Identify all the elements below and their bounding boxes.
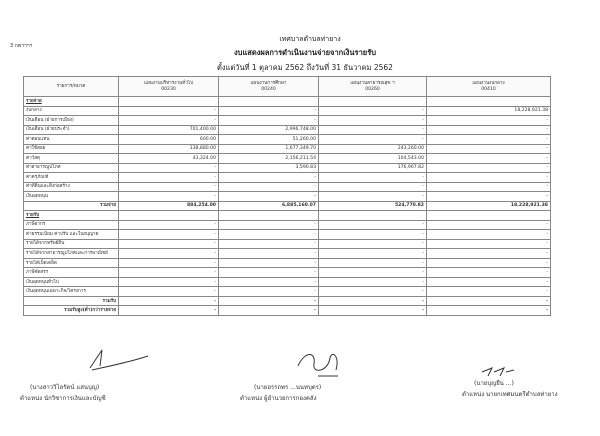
row-value: - [319,173,427,183]
row-label: รายได้เบ็ดเตล็ด [24,258,119,268]
row-label: ค่าธรรมเนียม ค่าปรับ และใบอนุญาต [24,230,119,240]
row-value: - [427,277,551,287]
table-row [24,277,551,287]
row-value: 176,967.82 [319,163,427,173]
corner-note: 3 กพฯฯฯฯ [10,43,33,49]
row-value: - [427,258,551,268]
row-value: 701,400.00 [119,125,219,135]
signature-block-1 [20,350,170,410]
row-value: - [427,116,551,126]
row-value [119,211,219,221]
row-value: - [427,182,551,192]
row-value: - [319,277,427,287]
row-value: - [319,125,427,135]
row-value: - [219,249,319,259]
row-label: ค่าที่ดินและสิ่งก่อสร้าง [24,182,119,192]
row-value: - [427,268,551,278]
row-value: - [119,296,219,306]
row-value: - [119,192,219,202]
row-value [427,211,551,221]
row-value: 2,996,748.00 [219,125,319,135]
signer-position-2: ตำแหน่ง ผู้อำนวยการกองคลัง [240,395,317,402]
table-row [24,106,551,116]
row-label: เงินอุดหนุน [24,192,119,202]
col-header-general: แผนงานบริหารงานทั่วไป 00230 [119,77,219,97]
table-row [24,173,551,183]
signer-name-2: (นายอรรถพร ...นนทบุตร) [254,384,322,391]
row-value: - [427,192,551,202]
row-label: รายจ่าย [24,97,119,107]
table-row [24,192,551,202]
row-value: 51,260.00 [219,135,319,145]
col-header-education: แผนงานการศึกษา 00240 [219,77,319,97]
row-value: - [427,239,551,249]
row-value: - [119,220,219,230]
row-label: รายได้จากทรัพย์สิน [24,239,119,249]
signer-name-1: (นางสาววิไลรัตน์ แสนบุญ) [30,384,100,391]
row-value: - [319,192,427,202]
row-label: ค่าวัสดุ [24,154,119,164]
row-label: รวมรับสูง(ต่ำ)กว่ารายจ่าย [24,306,119,316]
row-value [219,211,319,221]
table-row [24,258,551,268]
table-row [24,230,551,240]
row-value: - [427,296,551,306]
row-value: - [119,306,219,316]
row-value: - [119,268,219,278]
signer-position-1: ตำแหน่ง นักวิชาการเงินและบัญชี [20,395,106,402]
handwritten-signature-1 [70,346,150,376]
row-value: - [219,192,319,202]
row-value: - [427,144,551,154]
row-value: - [119,287,219,297]
row-value: - [319,287,427,297]
table-header-row [24,77,551,97]
row-value: - [427,287,551,297]
row-value: 104,543.00 [319,154,427,164]
row-label: ภาษีอากร [24,220,119,230]
row-label: ค่าสาธารณูปโภค [24,163,119,173]
row-value: - [427,220,551,230]
row-value [319,211,427,221]
table-row [24,239,551,249]
table-row [24,182,551,192]
total-row-expense [24,201,551,211]
row-value: - [219,296,319,306]
net-row [24,306,551,316]
table-row [24,135,551,145]
row-value: - [319,258,427,268]
row-value: - [219,287,319,297]
row-value: - [219,230,319,240]
table-row [24,249,551,259]
table-row [24,287,551,297]
row-value: - [119,277,219,287]
row-value: - [427,125,551,135]
row-value: - [119,258,219,268]
statement-title: งบแสดงผลการดำเนินงานจ่ายจากเงินรายรับ [234,48,376,57]
col-header-central: แผนงานงบกลาง 00410 [427,77,551,97]
row-value: - [219,239,319,249]
row-value: - [319,182,427,192]
row-value: 1,677,349.70 [219,144,319,154]
signer-name-3: (นายบุญยืน ...) [474,380,514,387]
row-label: รายได้จากสาธารณูปโภคและการพาณิชย์ [24,249,119,259]
row-value: 6,885,160.07 [219,201,319,211]
row-label: รวมจ่าย [24,201,119,211]
row-value: - [427,135,551,145]
row-value: - [319,249,427,259]
handwritten-signature-2 [288,346,348,380]
table-row [24,154,551,164]
row-value: - [219,306,319,316]
row-value: - [319,220,427,230]
statement-table [23,76,551,316]
row-label: เงินอุดหนุนเฉพาะกิจ/โครงการ [24,287,119,297]
row-label: ค่าตอบแทน [24,135,119,145]
row-label: ค่าใช้สอย [24,144,119,154]
row-value: - [219,268,319,278]
row-label: เงินอุดหนุนทั่วไป [24,277,119,287]
row-value: 600.00 [119,135,219,145]
row-value: - [427,306,551,316]
row-value: 3,590.83 [219,163,319,173]
row-value: - [319,306,427,316]
row-value: - [219,106,319,116]
row-value [219,97,319,107]
row-value: - [119,163,219,173]
row-value: - [219,258,319,268]
section-row-expense [24,97,551,107]
row-value: - [219,182,319,192]
row-value: - [319,230,427,240]
statement-period: ตั้งแต่วันที่ 1 ตุลาคม 2562 ถึงวันที่ 31 ธันวาคม 2562 [217,63,393,72]
row-value: 884,254.00 [119,201,219,211]
row-value: - [219,116,319,126]
row-value: - [319,116,427,126]
row-value [319,97,427,107]
col-header-item: รายการ/หมวด [24,77,119,97]
row-label: เงินเดือน (ฝ่ายประจำ) [24,125,119,135]
row-label: ภาษีจัดสรร [24,268,119,278]
row-value: 18,228,921.38 [427,201,551,211]
table-row [24,125,551,135]
row-label: รายรับ [24,211,119,221]
row-value: - [319,239,427,249]
row-value: - [319,296,427,306]
row-value: - [319,135,427,145]
row-value: 243,260.00 [319,144,427,154]
row-value: - [427,173,551,183]
row-value [427,97,551,107]
row-value: - [319,106,427,116]
org-name: เทศบาลตำบลท่ายาง [279,35,341,43]
row-value: - [219,173,319,183]
row-value [119,97,219,107]
row-value: - [219,220,319,230]
row-label: ค่าครุภัณฑ์ [24,173,119,183]
table-row [24,163,551,173]
row-value: - [427,230,551,240]
table-row [24,144,551,154]
row-label: งบกลาง [24,106,119,116]
row-value: - [427,249,551,259]
row-value: - [427,154,551,164]
row-value: - [119,249,219,259]
row-value: - [119,116,219,126]
row-value: - [219,277,319,287]
row-value: 524,770.82 [319,201,427,211]
row-value: 2,156,211.54 [219,154,319,164]
row-value: - [319,268,427,278]
row-value: - [119,106,219,116]
row-label: เงินเดือน (ฝ่ายการเมือง) [24,116,119,126]
signer-position-3: ตำแหน่ง นายกเทศมนตรีตำบลท่ายาง [462,391,558,398]
row-value: - [119,230,219,240]
row-value: 18,228,921.38 [427,106,551,116]
row-value: - [119,239,219,249]
row-value: - [119,173,219,183]
table-row [24,220,551,230]
row-value: 138,880.00 [119,144,219,154]
row-value: 43,324.00 [119,154,219,164]
row-value: - [119,182,219,192]
row-label: รวมรับ [24,296,119,306]
signature-block-3 [462,368,592,412]
row-value: - [427,163,551,173]
total-row-income [24,296,551,306]
table-row [24,116,551,126]
signature-block-2 [240,348,380,410]
table-row [24,268,551,278]
section-row-income [24,211,551,221]
col-header-health: แผนงานสาธารณสุข ฯ 00260 [319,77,427,97]
